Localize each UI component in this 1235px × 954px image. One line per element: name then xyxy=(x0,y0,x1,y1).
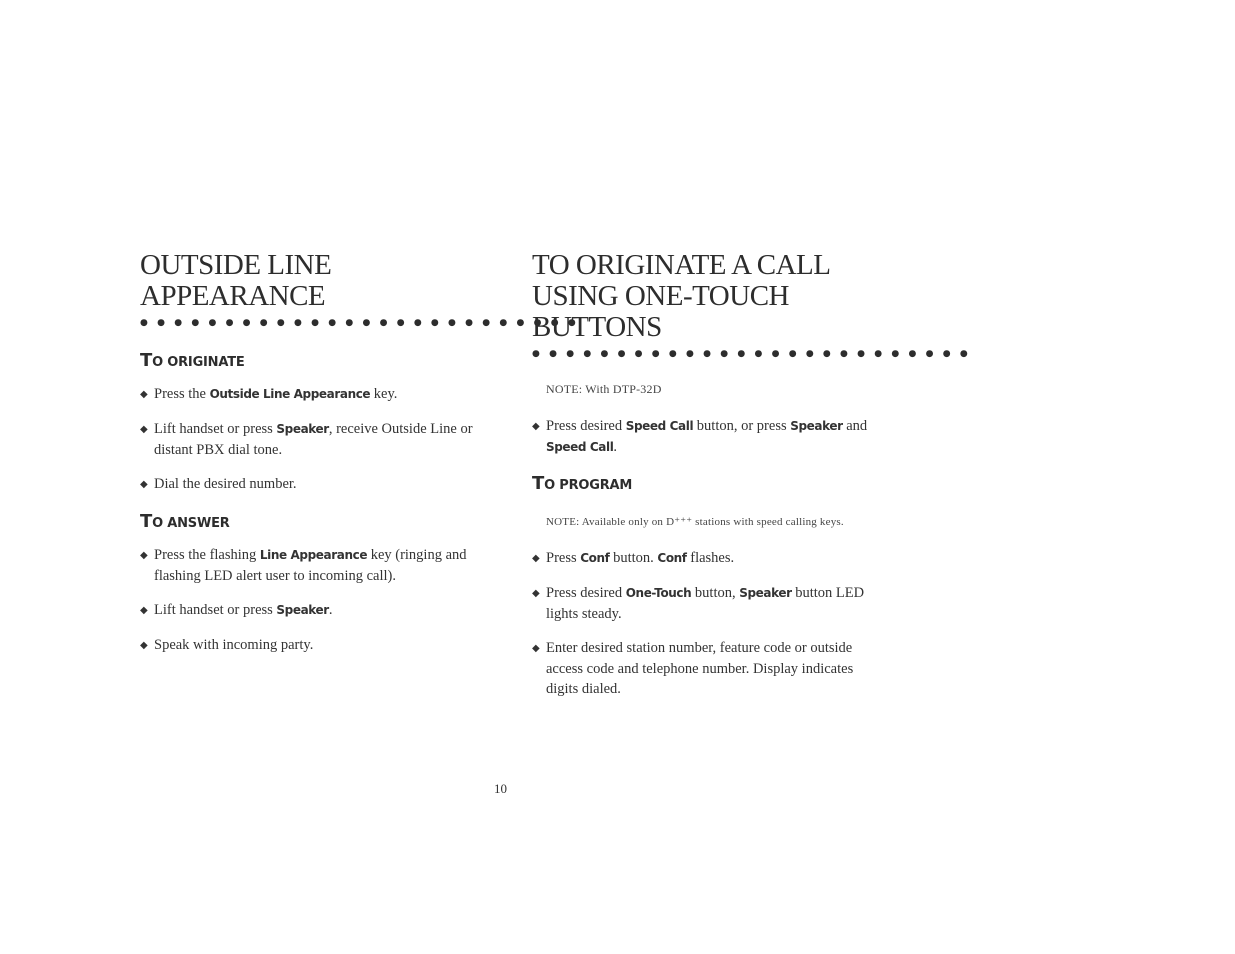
left-title xyxy=(140,250,480,312)
answer-step-2: ◆ Lift handset or press Speaker. xyxy=(140,600,480,621)
diamond-bullet-icon: ◆ xyxy=(532,553,540,564)
diamond-bullet-icon: ◆ xyxy=(140,479,148,490)
program-step-2: ◆ Press desired One-Touch button, Speaker button LED lights steady. xyxy=(532,585,865,622)
note-available-only: NOTE: Available only on D⁺⁺⁺ stations with speed calling keys. xyxy=(546,516,844,528)
originate-step-2: ◆ Lift handset or press Speaker, receive Outside Line or distant PBX dial tone. xyxy=(140,421,473,458)
diamond-bullet-icon: ◆ xyxy=(140,424,148,435)
left-column xyxy=(140,249,579,656)
diamond-bullet-icon: ◆ xyxy=(140,550,148,561)
diamond-bullet-icon: ◆ xyxy=(140,640,148,651)
originate-one-touch-step: ◆ Press desired Speed Call button, or press Speaker and Speed Call. xyxy=(532,418,868,455)
left-title-line2: APPEARANCE xyxy=(140,280,326,312)
right-title xyxy=(532,250,872,343)
left-dot-divider: ● ● ● ● ● ● ● ● ● ● ● ● ● ● ● ● ● ● ● ● ● ● ● ● ● ● xyxy=(140,318,579,328)
diamond-bullet-icon: ◆ xyxy=(140,389,148,400)
diamond-bullet-icon: ◆ xyxy=(532,588,540,599)
answer-step-3: ◆ Speak with incoming party. xyxy=(140,635,480,656)
right-dot-divider: ● ● ● ● ● ● ● ● ● ● ● ● ● ● ● ● ● ● ● ● ● ● ● ● ● ● xyxy=(532,349,971,359)
diamond-bullet-icon: ◆ xyxy=(532,643,540,654)
program-step-1: ◆ Press Conf button. Conf flashes. xyxy=(532,548,872,569)
left-title-line1: OUTSIDE LINE xyxy=(140,249,332,281)
to-originate-heading: TO ORIGINATE xyxy=(140,350,245,371)
diamond-bullet-icon: ◆ xyxy=(140,605,148,616)
page-number: 10 xyxy=(494,781,507,796)
right-title-line1: TO ORIGINATE A CALL xyxy=(532,249,831,281)
to-program-heading: TO PROGRAM xyxy=(532,473,633,494)
right-title-line3: BUTTONS xyxy=(532,311,662,343)
to-answer-heading: TO ANSWER xyxy=(140,511,230,532)
originate-step-1: ◆ Press the Outside Line Appearance key. xyxy=(140,384,480,405)
diamond-bullet-icon: ◆ xyxy=(532,421,540,432)
note-dtp-32d: NOTE: With DTP-32D xyxy=(546,382,662,396)
right-column xyxy=(532,249,971,699)
originate-step-3: ◆ Dial the desired number. xyxy=(140,474,480,495)
right-title-line2: USING ONE-TOUCH xyxy=(532,280,789,312)
answer-step-1: ◆ Press the flashing Line Appearance key (ringing and flashing LED alert user to incoming call). xyxy=(140,547,467,584)
program-step-3: ◆ Enter desired station number, feature code or outside access code and telephone number. Display indicates digits dialed. xyxy=(532,640,854,697)
